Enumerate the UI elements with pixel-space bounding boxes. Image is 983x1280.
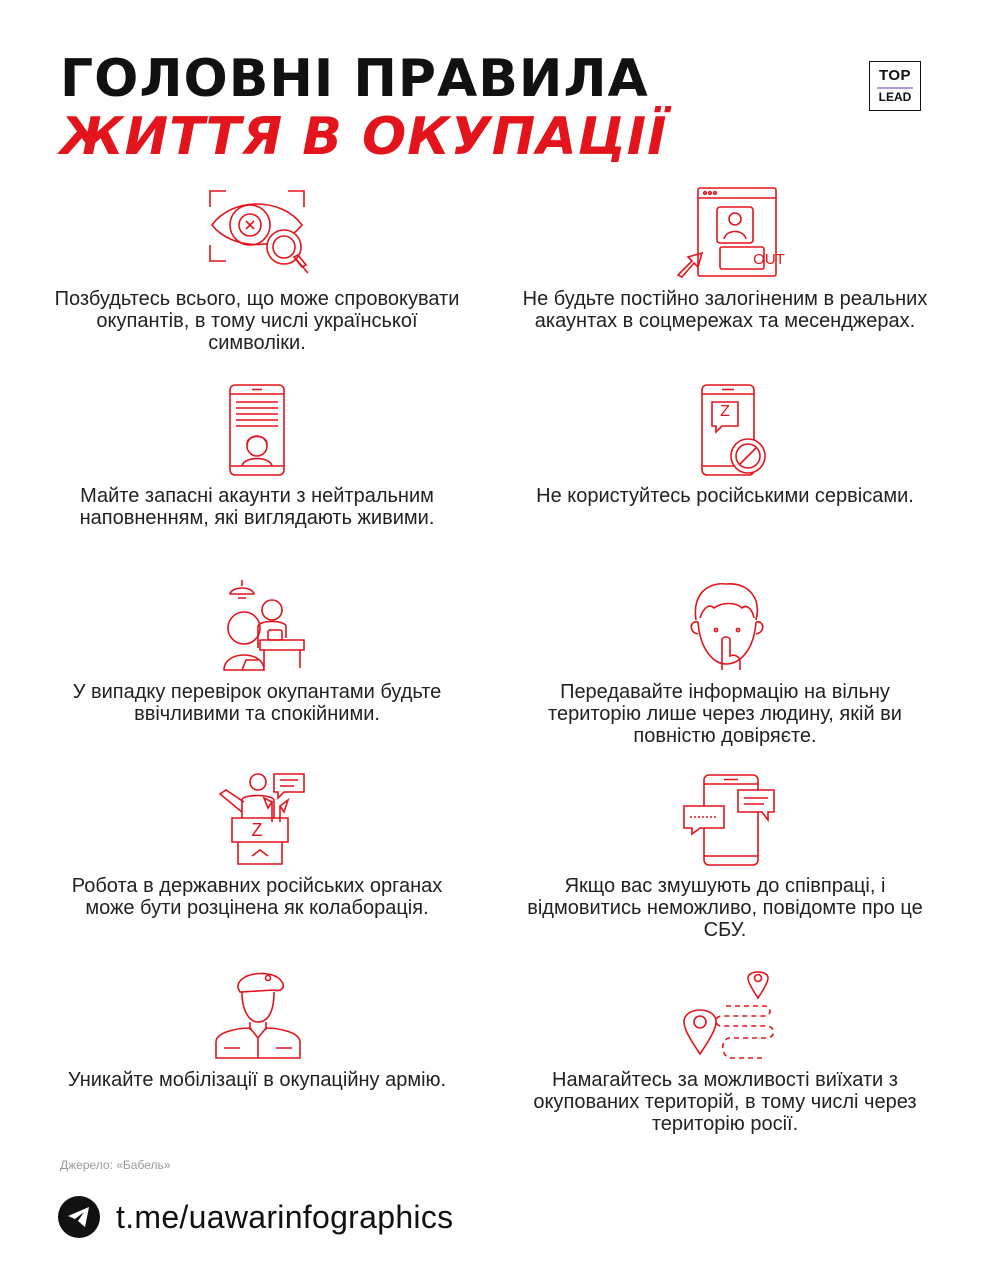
silence-face-icon bbox=[670, 578, 780, 673]
z-label-chat: Z bbox=[720, 403, 730, 420]
rule-item-1 bbox=[47, 185, 467, 354]
telegram-channel-link[interactable]: t.me/uawarinfographics bbox=[116, 1198, 454, 1235]
out-label: OUT bbox=[753, 251, 785, 268]
logo-divider bbox=[877, 87, 913, 89]
phone-profile-icon bbox=[202, 382, 312, 477]
footer bbox=[58, 1196, 453, 1238]
rule-item-2 bbox=[515, 185, 935, 332]
interrogation-icon bbox=[202, 578, 312, 673]
z-label-podium: Z bbox=[251, 820, 263, 840]
rule-text-5: У випадку перевірок окупантами будьте ввічливими та спокійними. bbox=[72, 681, 442, 725]
rule-item-9 bbox=[47, 966, 467, 1091]
rule-text-7: Робота в державних російських органах може бути розцінена як колаборація. bbox=[71, 875, 443, 919]
route-map-icon bbox=[670, 966, 780, 1061]
eye-search-icon bbox=[202, 185, 312, 280]
logo-top-text: TOP bbox=[878, 67, 912, 84]
rule-text-10: Намагайтесь за можливості виїхати з окупованих територій, в тому числі через територію росії. bbox=[533, 1069, 917, 1135]
rule-text-9: Уникайте мобілізації в окупаційну армію. bbox=[67, 1069, 447, 1091]
rule-item-7 bbox=[47, 772, 467, 919]
phone-blocked-icon bbox=[670, 382, 780, 477]
rule-item-4 bbox=[515, 382, 935, 507]
rule-text-1: Позбудьтесь всього, що може спровокувати окупантів, в тому числі української символіки. bbox=[54, 288, 460, 354]
rule-text-6: Передавайте інформацію на вільну територію лише через людину, якій ви повністю довіряєте. bbox=[548, 681, 902, 747]
top-lead-logo bbox=[869, 61, 921, 111]
rule-text-8: Якщо вас змушують до співпраці, і відмовитись неможливо, повідомте про це СБУ. bbox=[527, 875, 923, 941]
phone-chat-icon bbox=[670, 772, 780, 867]
rule-item-3 bbox=[47, 382, 467, 529]
title-line-1: ГОЛОВНІ ПРАВИЛА bbox=[60, 49, 649, 109]
rule-item-10 bbox=[515, 966, 935, 1135]
rule-item-6 bbox=[515, 578, 935, 747]
rule-item-8 bbox=[515, 772, 935, 941]
title-line-2: ЖИТТЯ В ОКУПАЦІЇ bbox=[60, 107, 668, 167]
source-note: Джерело: «Бабель» bbox=[60, 1158, 171, 1172]
rule-text-3: Майте запасні акаунти з нейтральним наповненням, які виглядають живими. bbox=[79, 485, 435, 529]
logo-bottom-text: LEAD bbox=[878, 90, 912, 104]
soldier-icon bbox=[202, 966, 312, 1061]
rule-text-2: Не будьте постійно залогіненим в реальних акаунтах в соцмережах та месенджерах. bbox=[522, 288, 928, 332]
telegram-icon bbox=[58, 1196, 100, 1238]
rule-text-4: Не користуйтесь російськими сервісами. bbox=[536, 485, 914, 507]
rule-item-5 bbox=[47, 578, 467, 725]
page-title bbox=[60, 50, 668, 166]
